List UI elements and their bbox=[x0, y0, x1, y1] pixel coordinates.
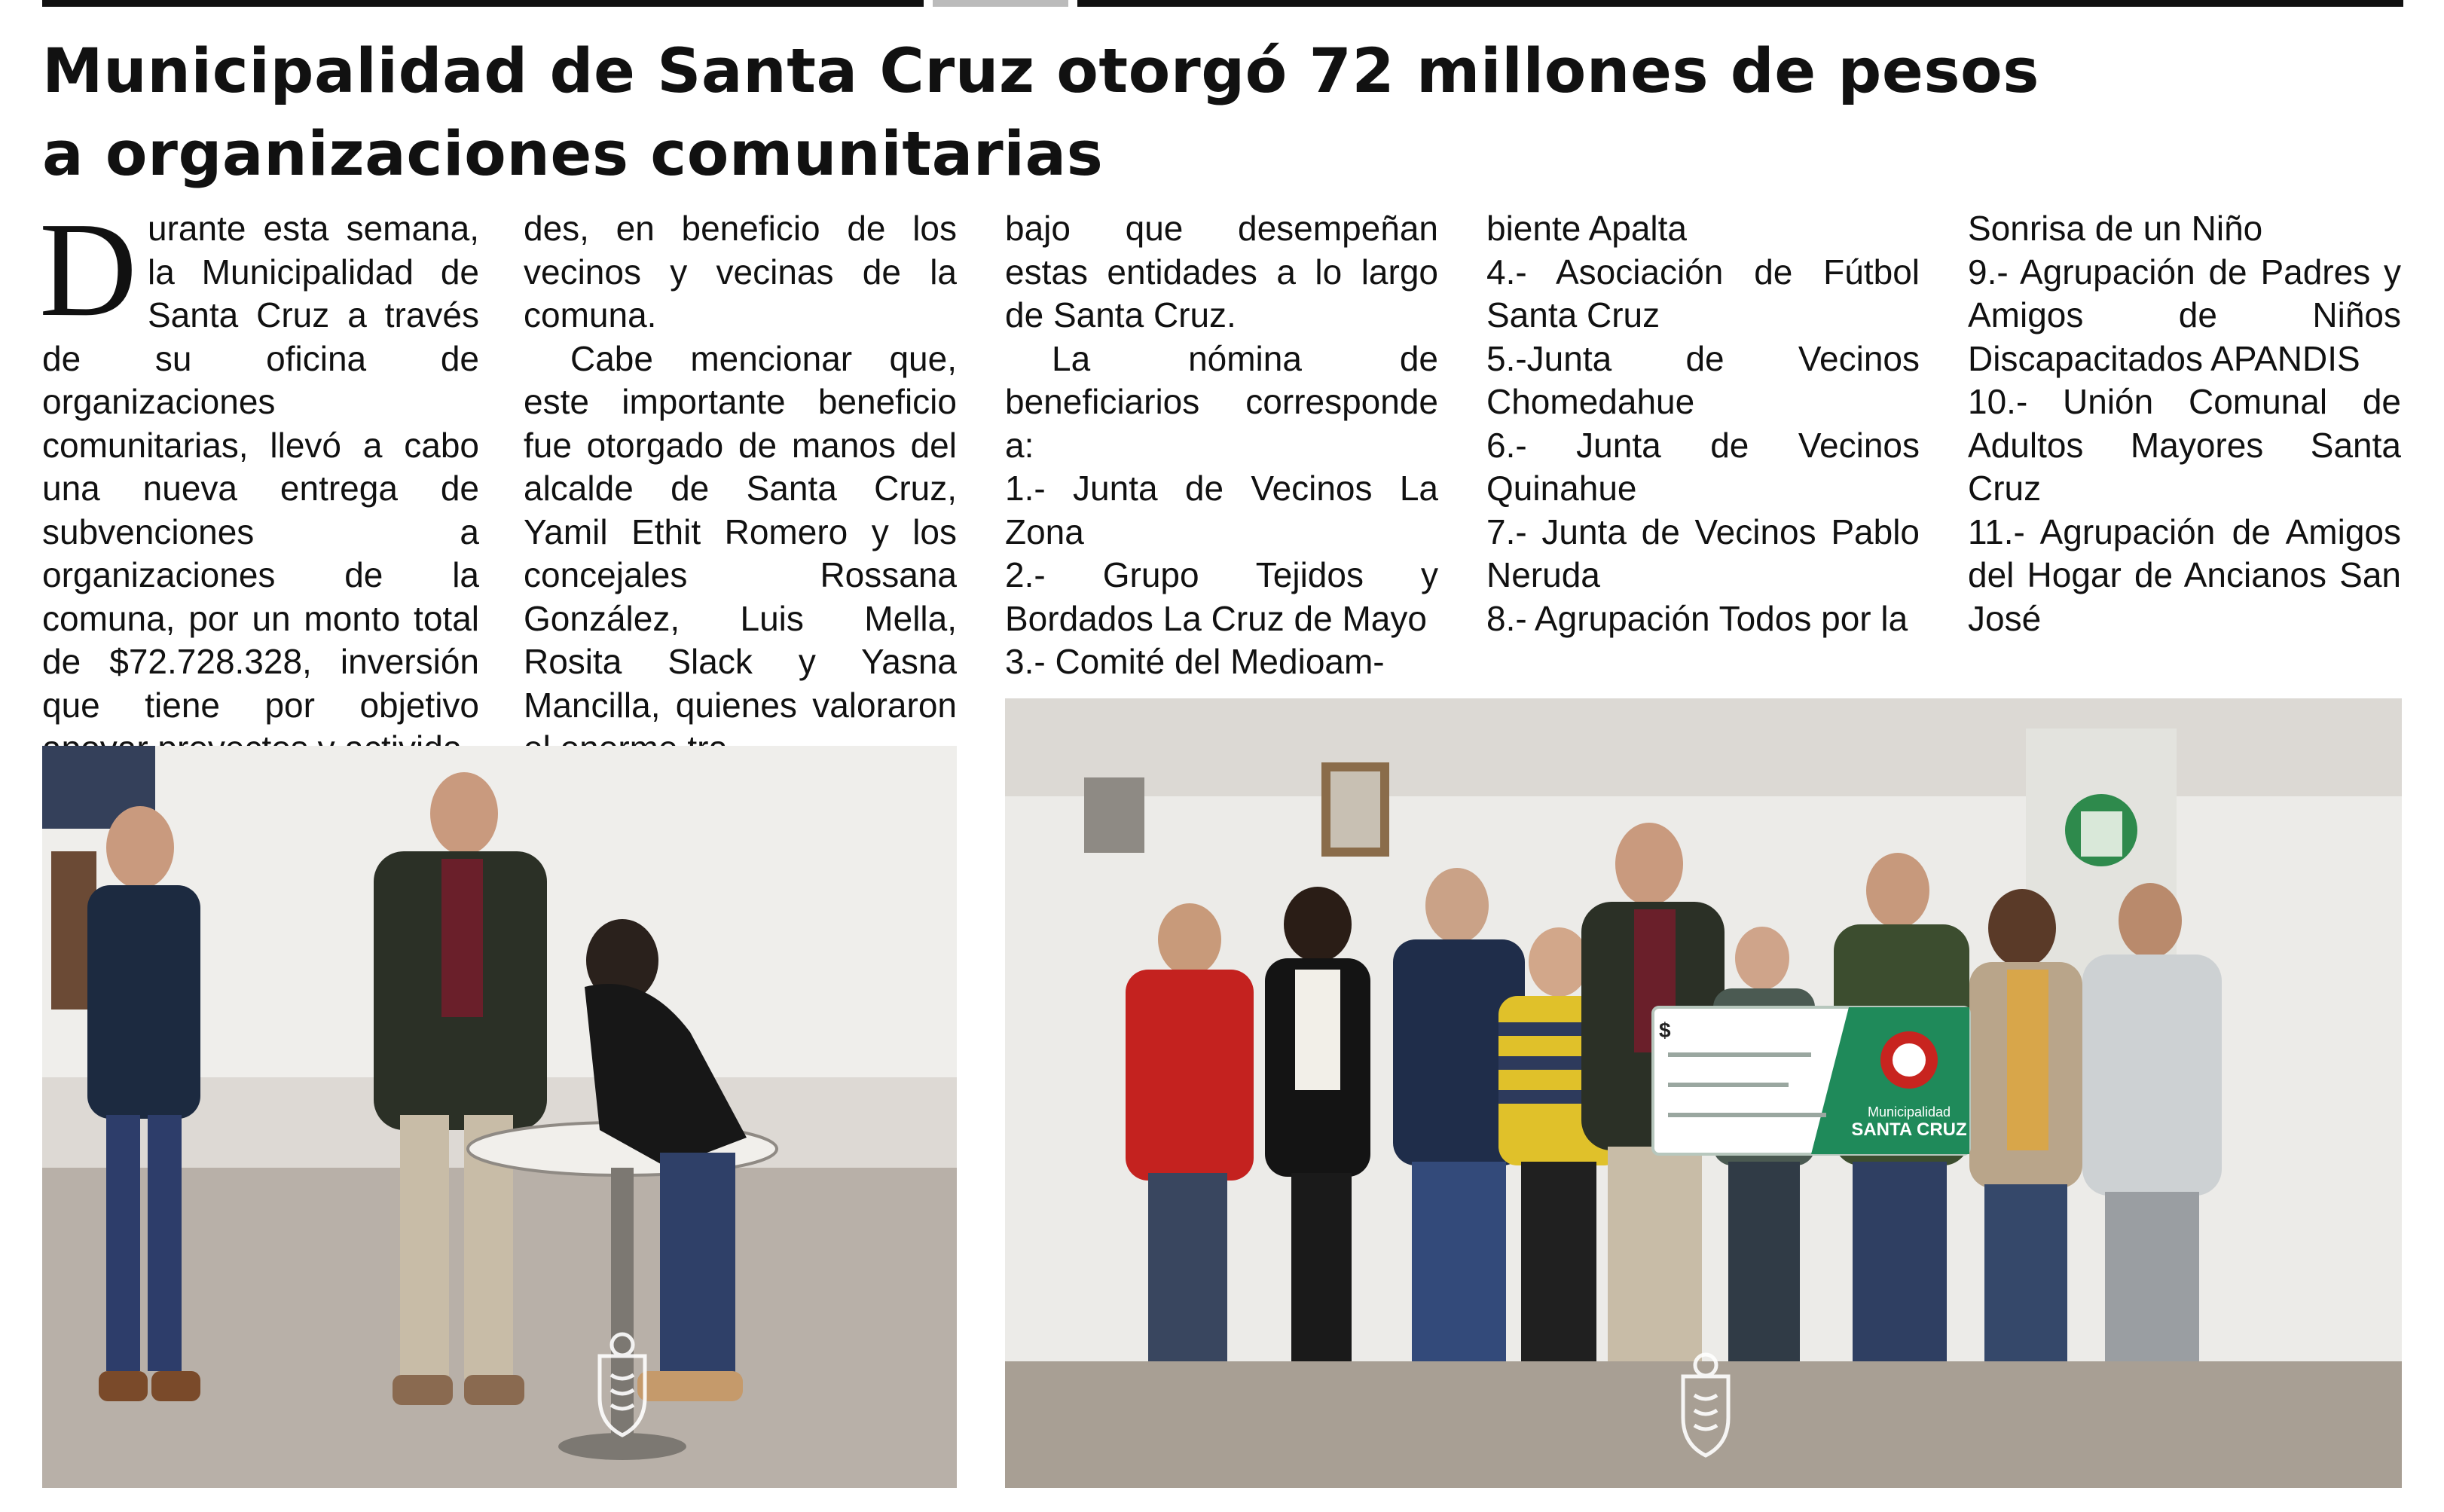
section-tab bbox=[933, 0, 1068, 7]
headline-line-1: Municipalidad de Santa Cruz otorgó 72 millones de pesos bbox=[42, 36, 2039, 107]
headline-line-2: a organizaciones comunitarias bbox=[42, 119, 1104, 190]
article-column-2 bbox=[524, 207, 957, 771]
article-column-3 bbox=[1005, 207, 1438, 684]
beneficiary-item: 5.-Junta de Vecinos Chomedahue bbox=[1486, 338, 1920, 421]
article-column-4 bbox=[1486, 207, 1920, 640]
article-column-1 bbox=[39, 194, 479, 771]
check-brand-line-2: SANTA CRUZ bbox=[1851, 1119, 1967, 1140]
top-rule-left bbox=[42, 0, 924, 7]
drop-cap: D bbox=[39, 194, 137, 344]
article-column-5 bbox=[1968, 207, 2401, 640]
beneficiary-item: biente Apalta bbox=[1486, 209, 1688, 248]
beneficiary-item: 4.- Asociación de Fútbol Santa Cruz bbox=[1486, 252, 1920, 334]
check-brand-line-1: Municipalidad bbox=[1867, 1104, 1951, 1119]
top-rule-right bbox=[1077, 0, 2403, 7]
beneficiary-item: 11.- Agrupación de Amigos del Hogar de Ancianos San José bbox=[1968, 512, 2401, 638]
lead-paragraph-text: urante esta semana, la Municipalidad de Santa Cruz a través de su oficina de organizaciones comunitarias, llevó a cabo una nueva entrega de subvenciones a organizaciones de la comuna, por un monto total de $72.728.328, inversión que tiene por objetivo bbox=[42, 209, 479, 725]
beneficiary-item: 8.- Agrupación Todos por la bbox=[1486, 598, 1908, 638]
beneficiary-item: 10.- Unión Comunal de Adultos Mayores Santa Cruz bbox=[1968, 382, 2401, 508]
signing-photo-illustration bbox=[42, 746, 957, 1488]
lead-paragraph bbox=[39, 194, 479, 771]
beneficiary-item: 7.- Junta de Vecinos Pablo Neruda bbox=[1486, 512, 1920, 594]
paragraph-list-intro: La nómina de beneficiarios corresponde a: bbox=[1005, 338, 1438, 465]
paragraph-officials-continued: bajo que desempeñan estas entidades a lo largo de Santa Cruz. bbox=[1005, 209, 1438, 334]
headline bbox=[42, 30, 2378, 196]
beneficiary-item: 6.- Junta de Vecinos Quinahue bbox=[1486, 425, 1920, 508]
beneficiary-item: 3.- Comité del Medioam- bbox=[1005, 642, 1385, 681]
group-photo-illustration bbox=[1005, 698, 2402, 1488]
photo-signing-ceremony bbox=[42, 746, 957, 1488]
beneficiary-item: 9.- Agrupación de Padres y Amigos de Niños Discapacitados APANDIS bbox=[1968, 252, 2401, 378]
beneficiary-item: Sonrisa de un Niño bbox=[1968, 209, 2263, 248]
beneficiary-item: 2.- Grupo Tejidos y Bordados La Cruz de Mayo bbox=[1005, 555, 1438, 638]
lead-paragraph-continued: des, en beneficio de los vecinos y vecinas de la comuna. bbox=[524, 209, 957, 334]
check-currency: $ bbox=[1659, 1019, 1671, 1042]
paragraph-officials: Cabe mencionar que, este importante beneficio fue otorgado de manos del alcalde de Santa Cruz, Yamil Ethit Romero y los concejales Rossana González, Luis Mella, Rosita Slack y Yasna Mancilla, quienes valoraron bbox=[524, 338, 957, 725]
photo-group-with-check bbox=[1005, 698, 2402, 1488]
beneficiary-item: 1.- Junta de Vecinos La Zona bbox=[1005, 469, 1438, 551]
